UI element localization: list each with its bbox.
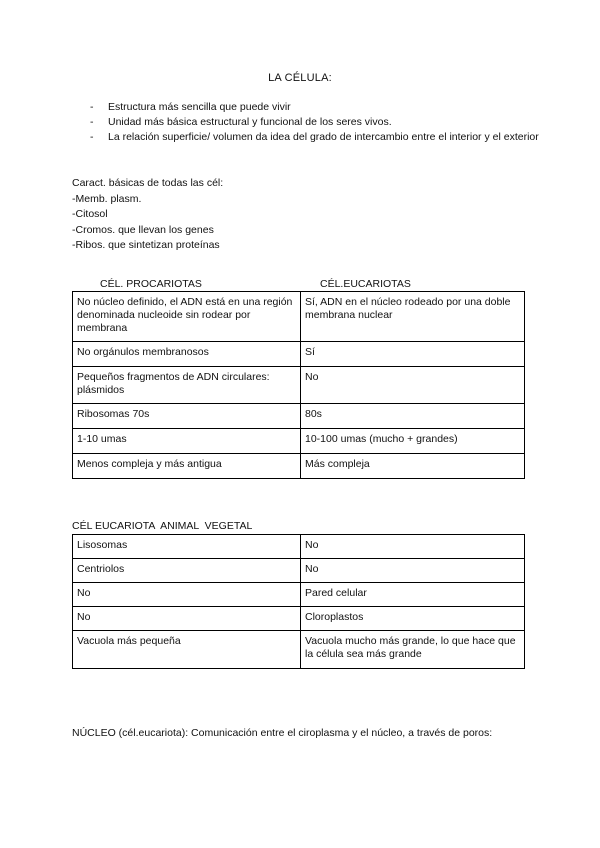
table-cell: No	[73, 607, 301, 631]
animal-vegetal-table	[72, 534, 525, 669]
table-cell: No orgánulos membranosos	[73, 342, 301, 367]
table-row	[73, 559, 525, 583]
feature-item: -Ribos. que sintetizan proteínas	[72, 239, 220, 251]
table-cell: Centriolos	[73, 559, 301, 583]
table-cell: Menos compleja y más antigua	[73, 454, 301, 479]
table-row	[73, 367, 525, 404]
table-row	[73, 292, 525, 342]
table-cell: Ribosomas 70s	[73, 404, 301, 429]
table-row	[73, 342, 525, 367]
eukaryote-header: CÉL.EUCARIOTAS	[320, 278, 411, 290]
table-row	[73, 404, 525, 429]
table-cell: Cloroplastos	[301, 607, 525, 631]
table-cell: No	[301, 559, 525, 583]
table-cell: No	[301, 535, 525, 559]
feature-item: -Cromos. que llevan los genes	[72, 223, 214, 236]
table-row	[73, 429, 525, 454]
page-title: LA CÉLULA:	[268, 72, 332, 84]
table-cell: No	[301, 367, 525, 404]
feature-item: -Citosol	[72, 208, 108, 220]
feature-item: -Memb. plasm.	[72, 192, 142, 205]
table-cell: 10-100 umas (mucho + grandes)	[301, 429, 525, 454]
comparison-table	[72, 291, 525, 479]
table-cell: Vacuola mucho más grande, lo que hace que la célula sea más grande	[301, 631, 525, 669]
prokaryote-header: CÉL. PROCARIOTAS	[100, 278, 202, 290]
table-cell: Sí, ADN en el núcleo rodeado por una doble membrana nuclear	[301, 292, 525, 342]
table-cell: Pequeños fragmentos de ADN circulares: plásmidos	[73, 367, 301, 404]
table-row	[73, 454, 525, 479]
table-cell: Pared celular	[301, 583, 525, 607]
table-cell: 80s	[301, 404, 525, 429]
table-row	[73, 583, 525, 607]
table-cell: 1-10 umas	[73, 429, 301, 454]
bullet-item: - La relación superficie/ volumen da idea del grado de intercambio entre el interior y el exterior	[90, 130, 540, 145]
table-cell: Vacuola más pequeña	[73, 631, 301, 669]
basic-features-block	[72, 176, 223, 254]
table-row	[73, 607, 525, 631]
bullet-item: - Unidad más básica estructural y funcional de los seres vivos.	[90, 115, 540, 130]
intro-bullet-list	[90, 100, 540, 145]
table-cell: No	[73, 583, 301, 607]
bullet-item: - Estructura más sencilla que puede vivir	[90, 100, 540, 115]
table-cell: No núcleo definido, el ADN está en una región denominada nucleoide sin rodear por membrana	[73, 292, 301, 342]
table-row	[73, 631, 525, 669]
table-cell: Más compleja	[301, 454, 525, 479]
table-cell: Sí	[301, 342, 525, 367]
features-heading: Caract. básicas de todas las cél:	[72, 177, 224, 189]
table-row	[73, 535, 525, 559]
table-cell: Lisosomas	[73, 535, 301, 559]
eukaryote-table-title: CÉL EUCARIOTA ANIMAL VEGETAL	[72, 520, 253, 532]
nucleus-paragraph: NÚCLEO (cél.eucariota): Comunicación entre el ciroplasma y el núcleo, a través de poros:	[72, 727, 493, 739]
